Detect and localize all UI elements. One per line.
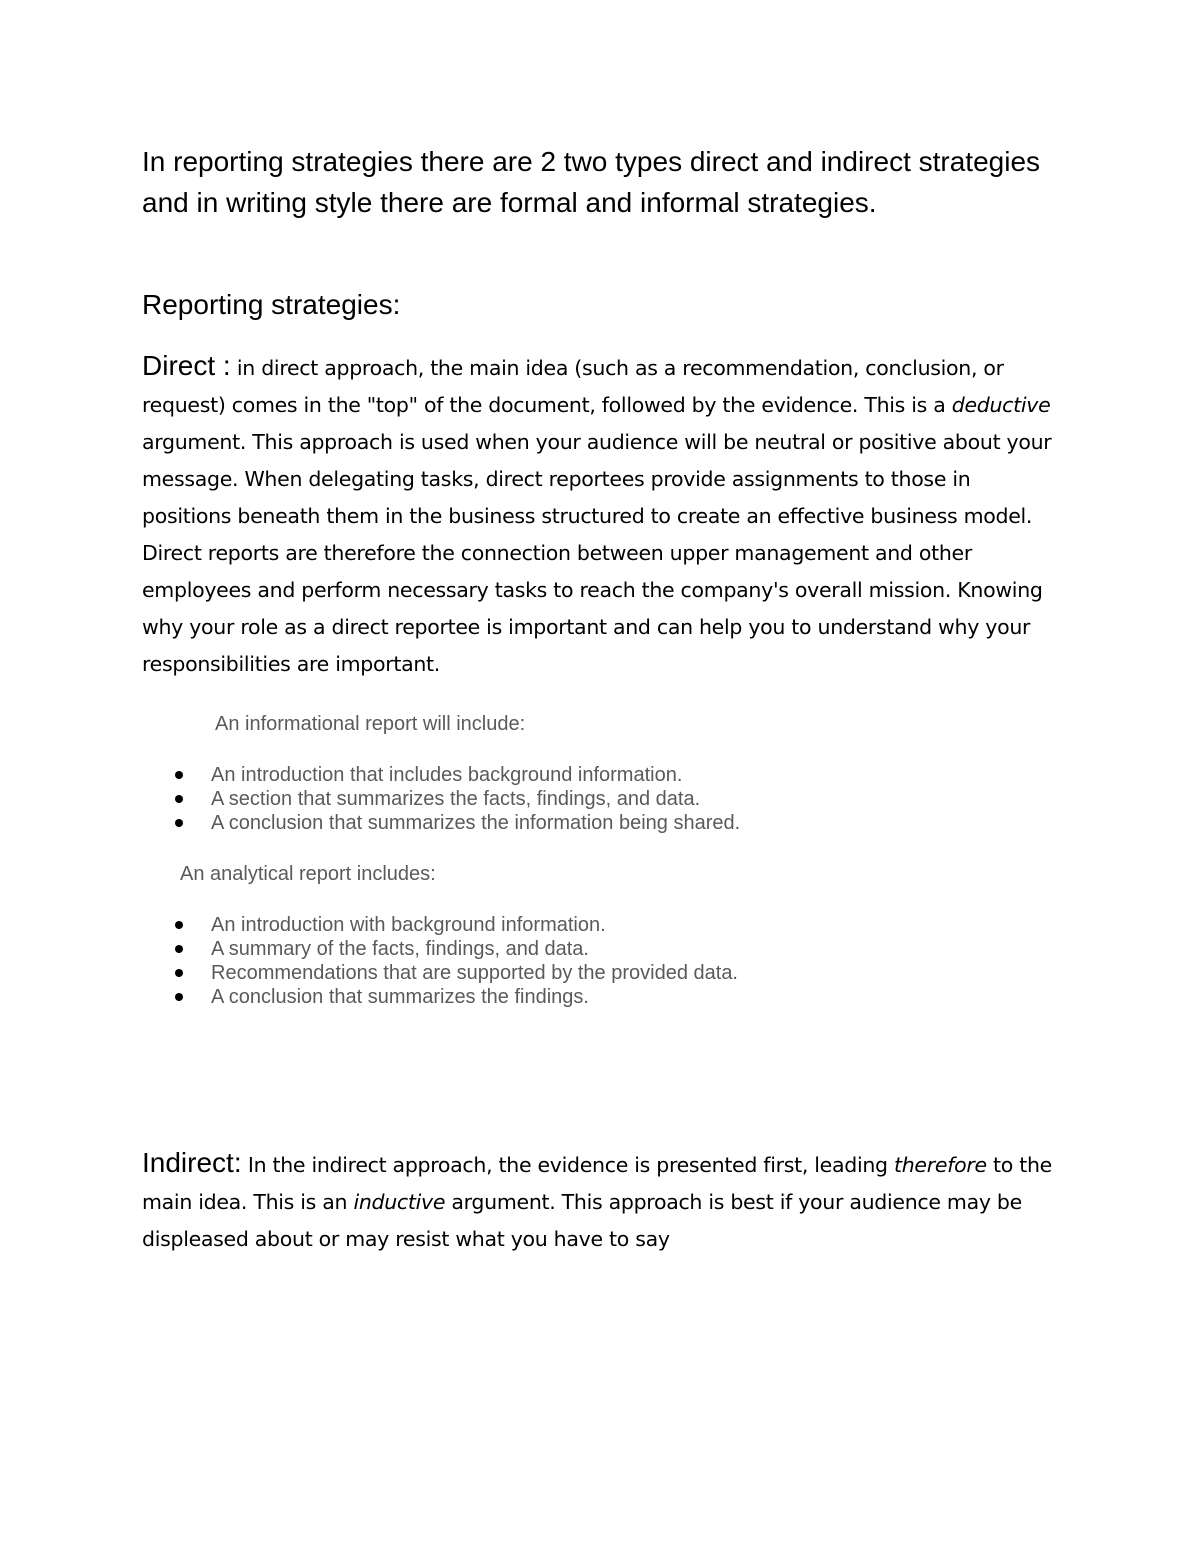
direct-approach-paragraph [142,347,1062,683]
list-item-text: A summary of the facts, findings, and data. [211,938,589,960]
list-item [172,811,740,835]
informational-report-label: An informational report will include: [215,713,526,735]
bullet-dot-icon [175,921,183,929]
direct-label: Direct : [142,350,231,381]
analytical-report-label: An analytical report includes: [180,863,436,885]
indirect-approach-paragraph [142,1144,1062,1258]
list-item [172,913,738,937]
indirect-text-part-3: argument. This approach is best if your audience may be displeased about or may resist what you have to say [142,1190,1022,1251]
direct-emphasis-deductive: deductive [951,393,1051,417]
bullet-dot-icon [175,945,183,953]
list-item-text: A conclusion that summarizes the findings. [211,986,589,1008]
list-item-text: An introduction with background information. [211,914,606,936]
list-item-text: An introduction that includes background information. [211,764,683,786]
list-item [172,787,740,811]
indirect-label: Indirect: [142,1147,242,1178]
intro-paragraph: In reporting strategies there are 2 two types direct and indirect strategies and in writing style there are formal and informal strategies. [142,146,1041,218]
indirect-text-part-2: to the main idea. This is an [142,1153,1052,1214]
informational-report-list [172,763,740,835]
indirect-text-part-1: In the indirect approach, the evidence is presented first, leading [241,1153,894,1177]
direct-text-part-1: in direct approach, the main idea (such as a recommendation, conclusion, or request) comes in the "top" of the document, followed by the evidence. This is a [142,356,1004,417]
bullet-dot-icon [175,993,183,1001]
list-item-text: A conclusion that summarizes the information being shared. [211,812,741,834]
bullet-dot-icon [175,795,183,803]
list-item [172,763,740,787]
indirect-emphasis-therefore: therefore [894,1153,987,1177]
list-item [172,937,738,961]
indirect-emphasis-inductive: inductive [353,1190,446,1214]
analytical-report-list [172,913,738,1009]
list-item [172,985,738,1009]
direct-text-part-2: argument. This approach is used when your audience will be neutral or positive about your message. When delegating tasks, direct reportees provide assignments to those in positions beneath them in the business structured to create an effective business model. Direct reports are therefore the connection between upper management and other employees and perform necessary tasks to reach the company's overall mission. Knowing why your role as a direct reportee is important and can help you to understand why your responsibilities are important. [142,430,1052,676]
list-item-text: Recommendations that are supported by the provided data. [211,962,738,984]
bullet-dot-icon [175,771,183,779]
list-item [172,961,738,985]
bullet-dot-icon [175,969,183,977]
section-heading-reporting-strategies: Reporting strategies: [142,289,401,320]
list-item-text: A section that summarizes the facts, findings, and data. [211,788,701,810]
bullet-dot-icon [175,819,183,827]
